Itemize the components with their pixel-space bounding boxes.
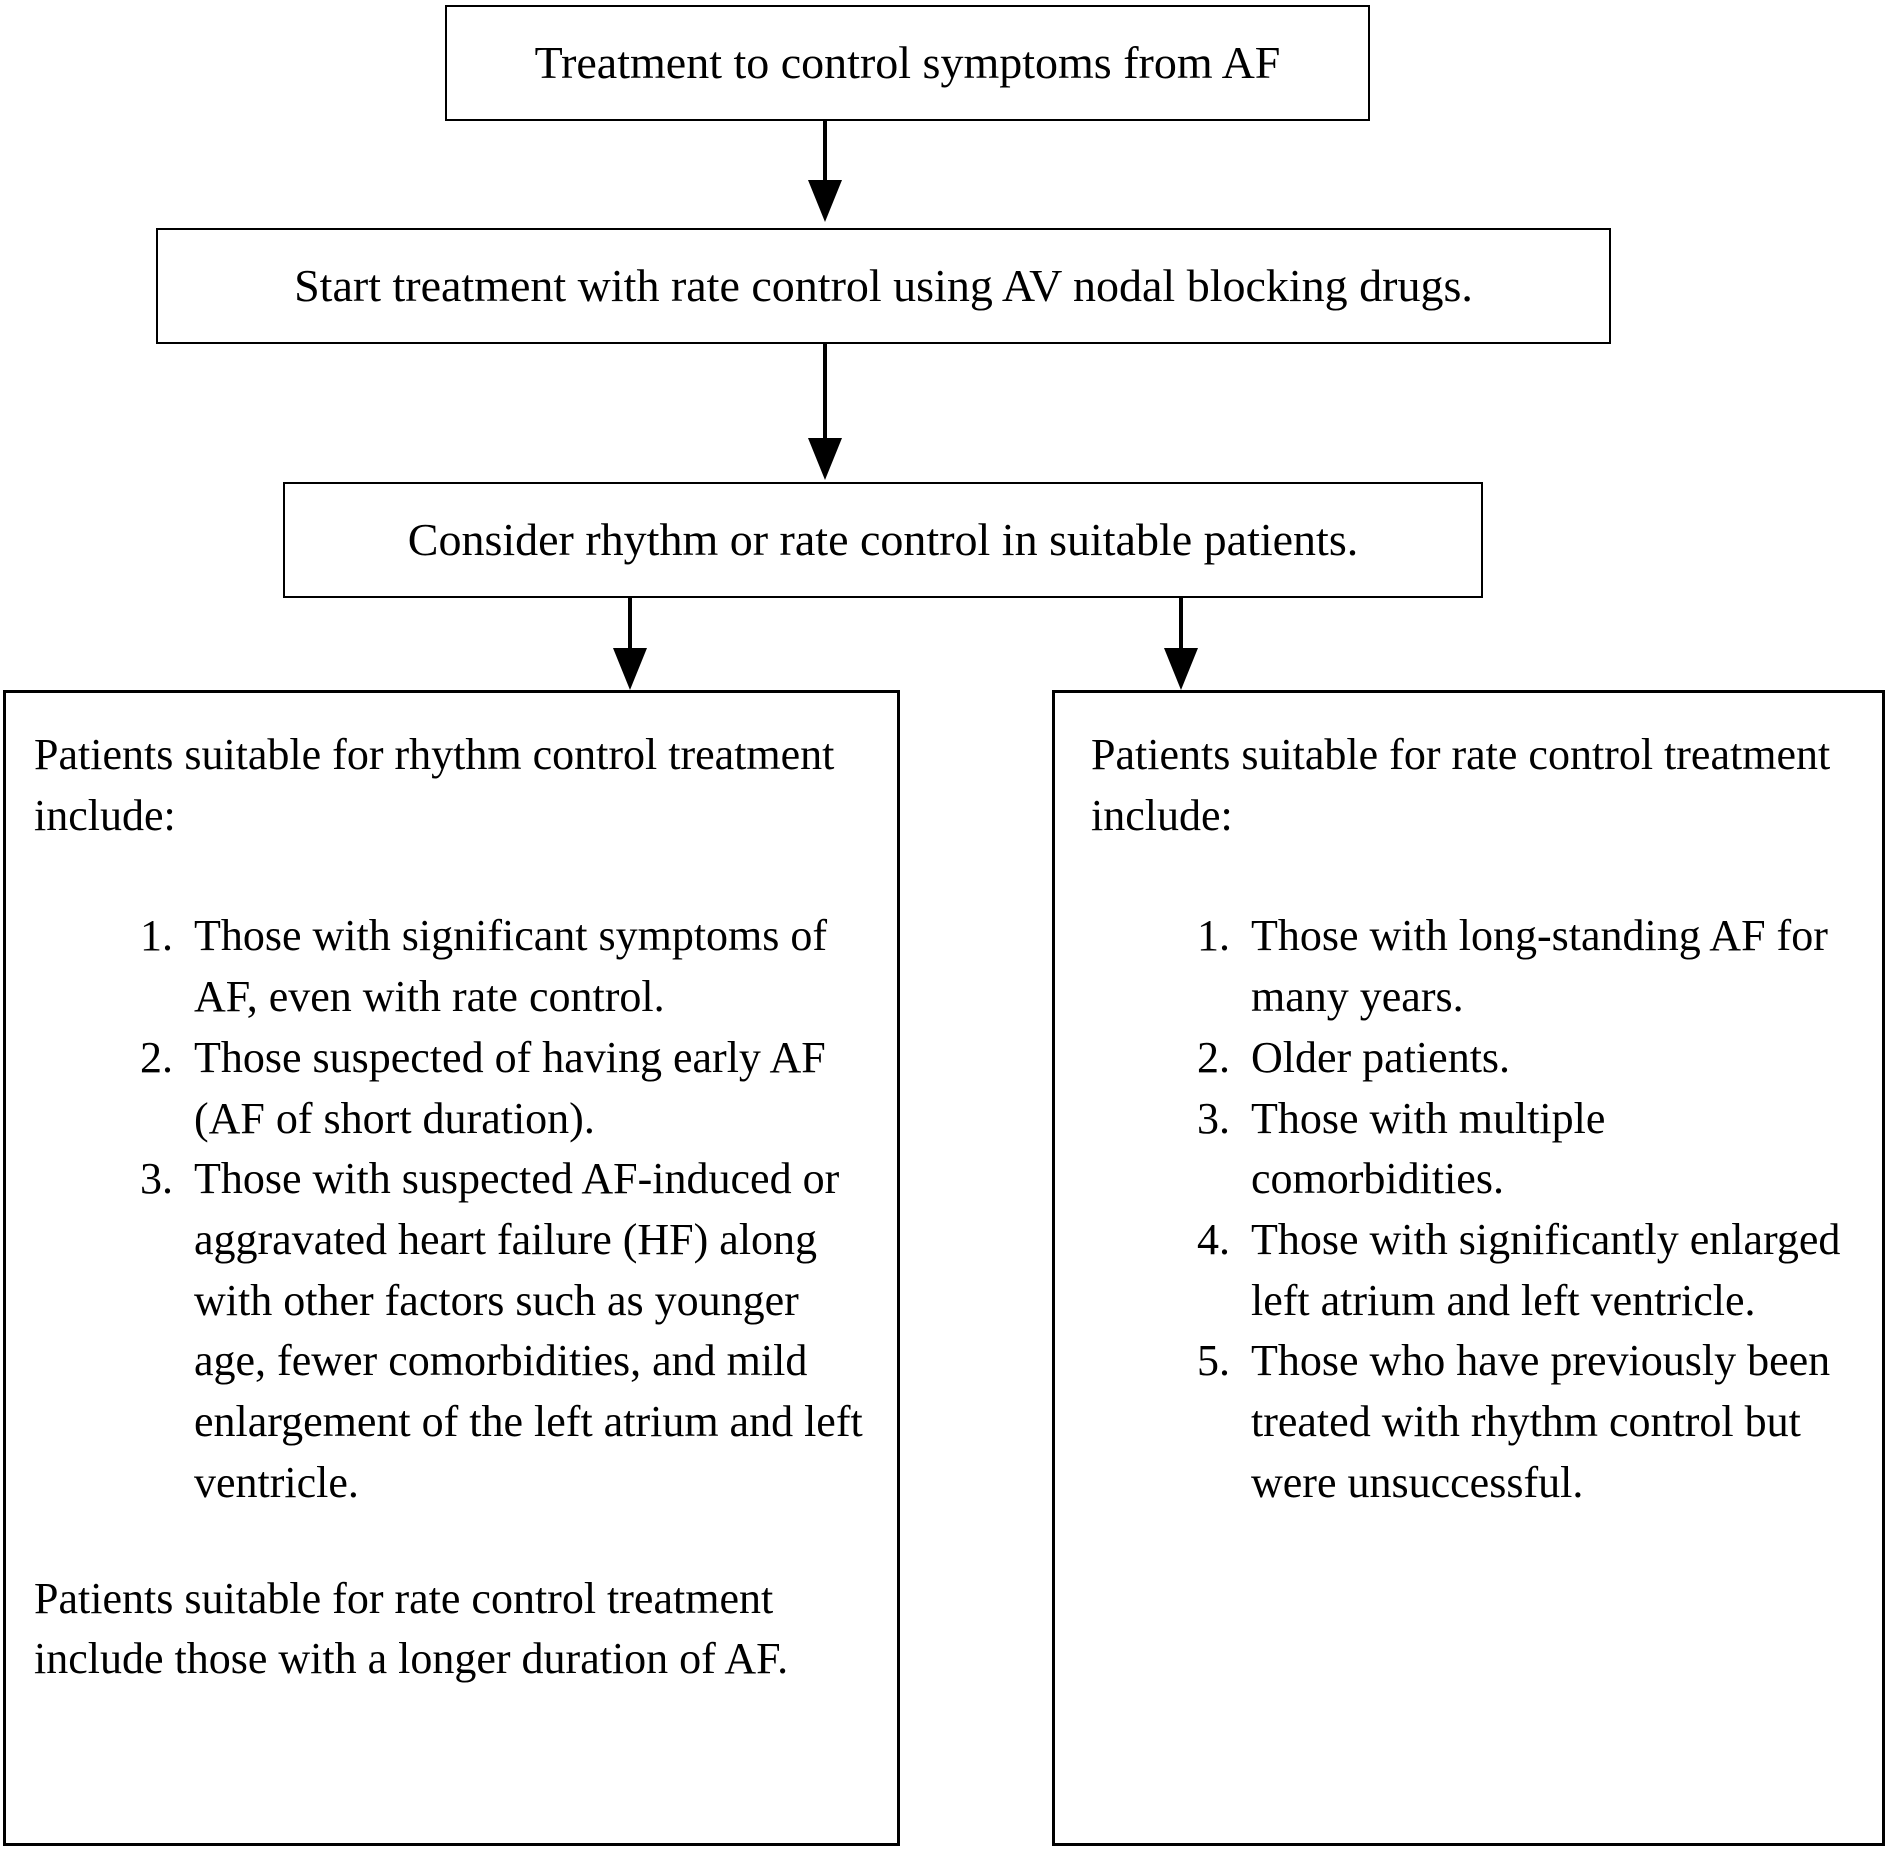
- flow-box-consider-rhythm-rate: [283, 482, 1483, 598]
- rhythm-control-list: [34, 906, 877, 1513]
- list-item: 2. Those suspected of having early AF (AF of short duration).: [184, 1028, 877, 1149]
- list-item: 5. Those who have previously been treated with rhythm control but were unsuccessful.: [1241, 1331, 1862, 1513]
- rate-control-intro: Patients suitable for rate control treatment include:: [1091, 730, 1831, 840]
- down-arrow-icon: [808, 121, 842, 222]
- list-item: 3. Those with multiple comorbidities.: [1241, 1089, 1862, 1210]
- flow-box-rhythm-control-patients: [3, 690, 900, 1846]
- flow-box-treatment-symptoms: [445, 5, 1370, 121]
- down-arrow-icon-left-branch: [613, 598, 647, 690]
- list-item: 2. Older patients.: [1241, 1028, 1862, 1089]
- flow-box-consider-rhythm-rate-label: Consider rhythm or rate control in suitable patients.: [407, 514, 1359, 566]
- rhythm-control-intro: Patients suitable for rhythm control treatment include:: [34, 730, 835, 840]
- arrow-head: [808, 438, 842, 480]
- down-arrow-icon: [808, 344, 842, 480]
- flow-box-treatment-symptoms-label: Treatment to control symptoms from AF: [534, 37, 1281, 89]
- down-arrow-icon-right-branch: [1164, 598, 1198, 690]
- arrow-head: [808, 180, 842, 222]
- arrow-shaft: [823, 121, 827, 180]
- arrow-head: [613, 648, 647, 690]
- arrow-head: [1164, 648, 1198, 690]
- list-item: 4. Those with significantly enlarged left atrium and left ventricle.: [1241, 1210, 1862, 1331]
- arrow-shaft: [628, 598, 632, 648]
- list-item: 3. Those with suspected AF-induced or aggravated heart failure (HF) along with other factors such as younger age, fewer comorbidities, and mild enlargement of the left atrium and left ventricle.: [184, 1149, 877, 1513]
- flow-box-rate-control-patients: [1052, 690, 1885, 1846]
- arrow-shaft: [1179, 598, 1183, 648]
- rate-control-footer-note: Patients suitable for rate control treatment include those with a longer duration of AF.: [34, 1573, 789, 1684]
- list-item: 1. Those with long-standing AF for many years.: [1241, 906, 1862, 1027]
- arrow-shaft: [823, 344, 827, 438]
- flow-box-start-rate-control: [156, 228, 1611, 344]
- rate-control-list: [1091, 906, 1862, 1513]
- flow-box-start-rate-control-label: Start treatment with rate control using AV nodal blocking drugs.: [294, 260, 1473, 312]
- list-item: 1. Those with significant symptoms of AF, even with rate control.: [184, 906, 877, 1027]
